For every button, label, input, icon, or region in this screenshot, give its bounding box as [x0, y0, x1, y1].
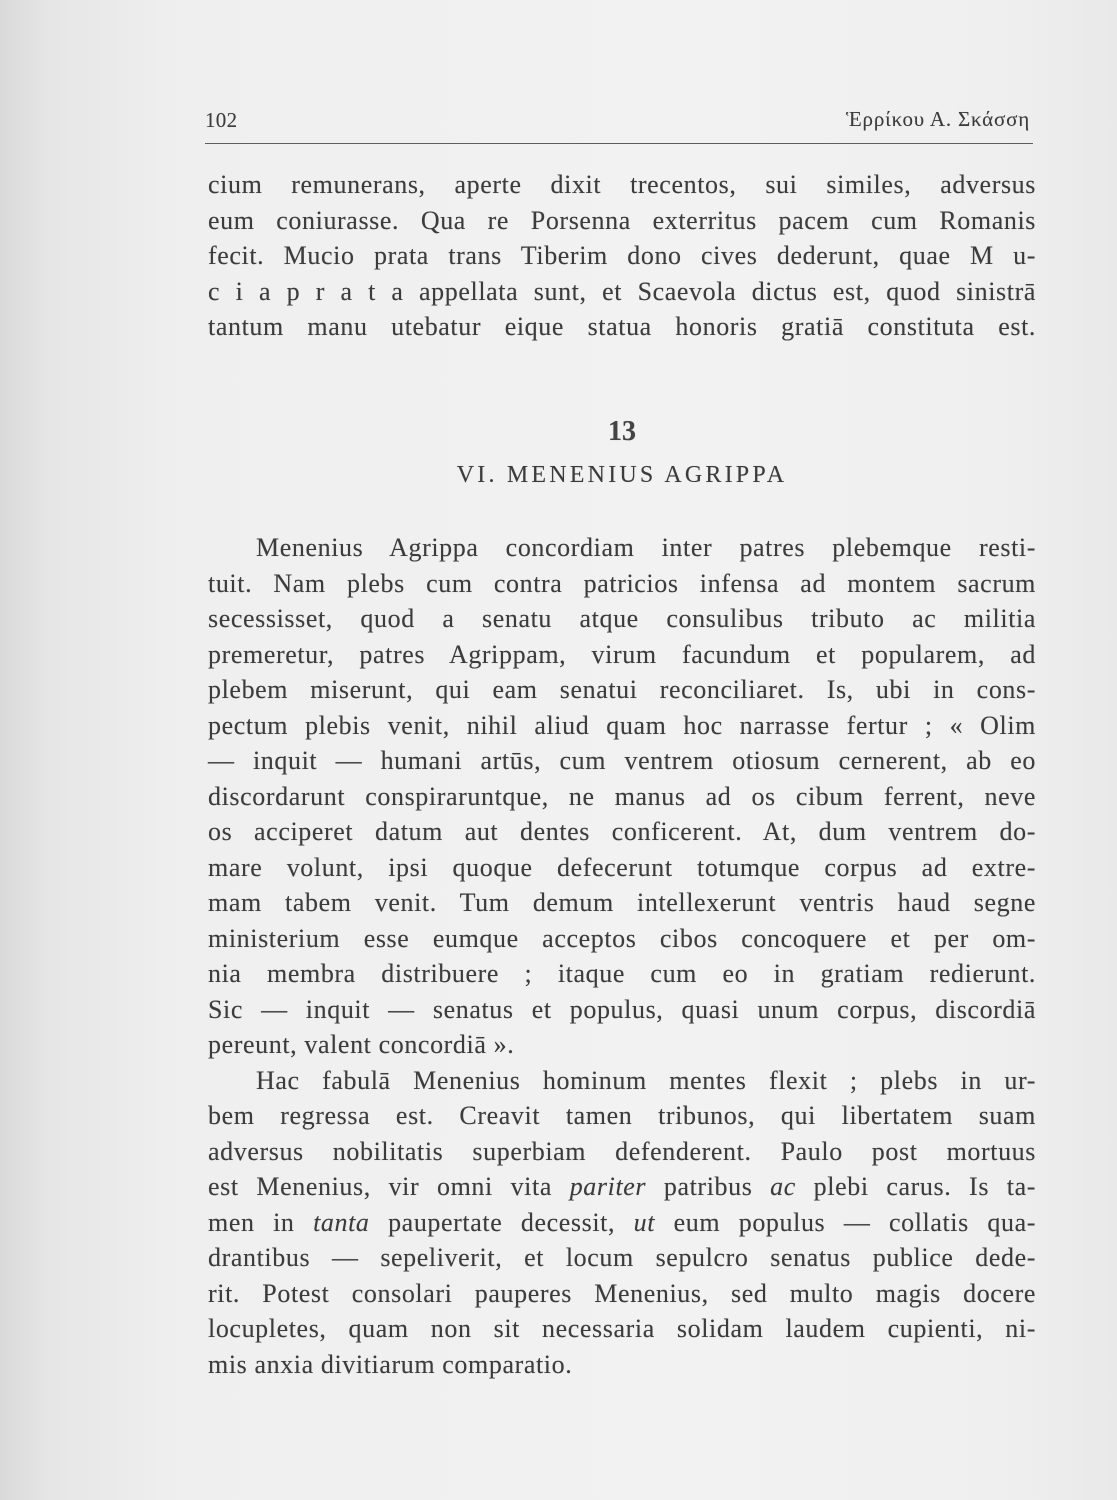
text-line: os acciperet datum aut dentes conficerent. At, dum ventrem do- — [208, 817, 1036, 846]
text-line: ministerium esse eumque acceptos cibos concoquere et per om- — [208, 923, 1036, 953]
text-line: Menenius Agrippa concordiam inter patres plebemque resti- — [256, 533, 1036, 562]
text-line: cium remunerans, aperte dixit trecentos, sui similes, adversus — [208, 170, 1036, 199]
text-line: Sic — inquit — senatus et populus, quasi unum corpus, discordiā — [208, 994, 1036, 1024]
text-line — [208, 1169, 1036, 1205]
text-line: mis anxia divitiarum comparatio. — [208, 1349, 573, 1379]
italic-word: pariter — [569, 1172, 647, 1201]
text-line — [208, 1205, 1036, 1241]
text-line: secessisset, quod a senatu atque consulibus tributo ac militia — [208, 604, 1036, 633]
page-number: 102 — [205, 108, 238, 132]
paragraph — [208, 530, 1036, 1063]
text-line: fecit. Mucio prata trans Tiberim dono cives dederunt, quae M u- — [208, 241, 1036, 270]
text-line: nia membra distribuere ; itaque cum eo in gratiam redierunt. — [208, 959, 1036, 988]
text-segment: plebi carus. Is ta- — [795, 1172, 1036, 1201]
text-line: — inquit — humani artūs, cum ventrem otiosum cernerent, ab eo — [208, 746, 1036, 775]
text-line: Hac fabulā Menenius hominum mentes flexit ; plebs in ur- — [256, 1065, 1036, 1095]
running-title: Ἑρρίκου Α. Σκάσση — [846, 107, 1030, 131]
text-segment: men in — [208, 1207, 314, 1237]
italic-word: tanta — [313, 1207, 370, 1237]
text-line: plebem miserunt, qui eam senatui reconciliaret. Is, ubi in cons- — [208, 675, 1036, 704]
text-segment: patribus — [646, 1172, 771, 1201]
text-line: pectum plebis venit, nihil aliud quam hoc narrasse fertur ; « Olim — [208, 710, 1036, 740]
text-line: bem regressa est. Creavit tamen tribunos, qui libertatem suam — [208, 1101, 1036, 1130]
text-line: pereunt, valent concordiā ». — [208, 1030, 515, 1059]
text-line: adversus nobilitatis superbiam defenderent. Paulo post mortuus — [208, 1136, 1036, 1166]
text-line: eum coniurasse. Qua re Porsenna exterritus pacem cum Romanis — [208, 205, 1036, 235]
italic-word: ac — [770, 1172, 796, 1201]
text-line: mam tabem venit. Tum demum intellexerunt ventris haud segne — [208, 888, 1036, 917]
text-line: rit. Potest consolari pauperes Menenius, sed multo magis docere — [208, 1278, 1036, 1308]
text-line: discordarunt conspiraruntque, ne manus ad os cibum ferrent, neve — [208, 781, 1036, 811]
opening-paragraph — [208, 167, 1036, 345]
paragraph — [208, 1063, 1036, 1383]
text-segment: paupertate decessit, — [369, 1207, 634, 1237]
text-line: premeretur, patres Agrippam, virum facundum et popularem, ad — [208, 639, 1036, 669]
italic-word: ut — [633, 1207, 656, 1237]
text-line: c i a p r a t a appellata sunt, et Scaevola dictus est, quod sinistrā — [208, 276, 1036, 306]
text-line: tantum manu utebatur eique statua honoris gratiā constituta est. — [208, 312, 1036, 341]
text-line: locupletes, quam non sit necessaria solidam laudem cupienti, ni- — [208, 1314, 1036, 1343]
section-number: 13 — [608, 416, 636, 447]
text-segment: est Menenius, vir omni vita — [208, 1172, 570, 1201]
text-line: tuit. Nam plebs cum contra patricios infensa ad montem sacrum — [208, 568, 1036, 598]
text-line: drantibus — sepeliverit, et locum sepulcro senatus publice dede- — [208, 1243, 1036, 1272]
section-title: VI. MENENIUS AGRIPPA — [456, 462, 788, 488]
text-line: mare volunt, ipsi quoque defecerunt totumque corpus ad extre- — [208, 852, 1036, 882]
text-segment: eum populus — collatis qua- — [655, 1207, 1036, 1237]
header-rule — [205, 143, 1033, 144]
body-text — [0, 530, 1117, 1382]
